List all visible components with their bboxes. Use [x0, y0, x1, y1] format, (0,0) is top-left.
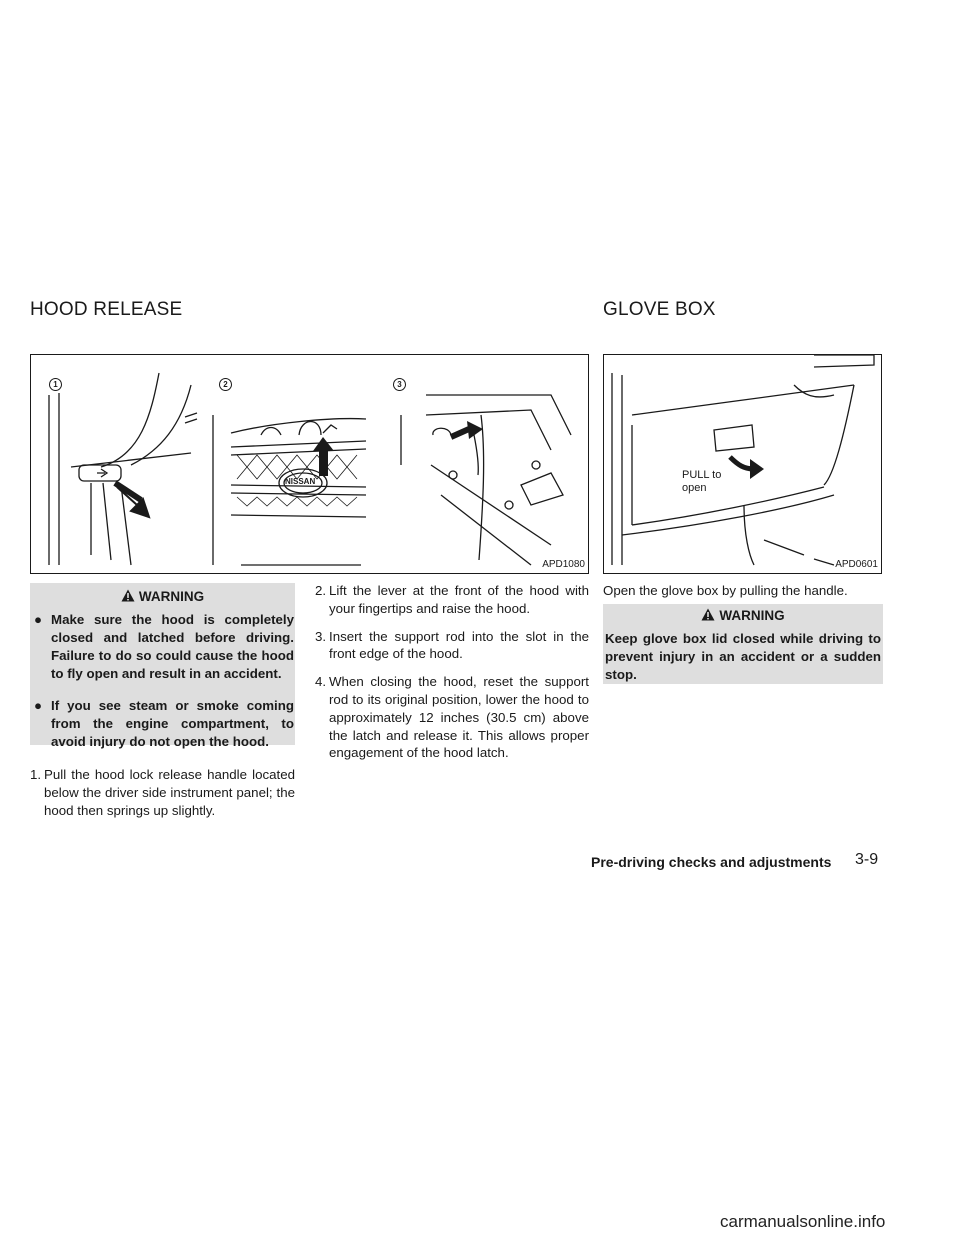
glove-box-intro: Open the glove box by pulling the handle.: [603, 583, 848, 598]
hood-warning-title: WARNING: [30, 583, 295, 607]
glove-warning-title: WARNING: [603, 604, 883, 626]
glove-box-figure: [603, 354, 882, 574]
glove-box-heading: GLOVE BOX: [603, 299, 716, 320]
glove-box-warning-box: [603, 604, 883, 684]
hood-warning-box: [30, 583, 295, 749]
hood-release-illustration: [31, 355, 588, 573]
hood-release-heading: HOOD RELEASE: [30, 299, 183, 320]
hood-step-2: 2. Lift the lever at the front of the hood with your fingertips and raise the hood.: [315, 583, 589, 616]
site-watermark-link[interactable]: carmanualsonline.info: [720, 1212, 886, 1231]
callout-3: 3: [393, 377, 406, 391]
warning-triangle-icon: [701, 608, 715, 624]
hood-warning-item-2: ● If you see steam or smoke coming from the engine compartment, to avoid injury do not open the hood.: [34, 698, 294, 749]
glove-warning-text: Keep glove box lid closed while driving to prevent injury in an accident or a sudden stop.: [605, 631, 881, 682]
hood-step-3: 3. Insert the support rod into the slot in the front edge of the hood.: [315, 628, 589, 662]
hood-step-4: 4. When closing the hood, reset the support rod to its original position, lower the hood to approximately 12 inches (30.5 cm) above the latch and release it. This allows proper engagement of the hood latch.: [315, 674, 589, 761]
section-footer-title: Pre-driving checks and adjustments: [591, 854, 832, 870]
callout-1: 1: [49, 377, 62, 391]
callout-2: 2: [219, 377, 232, 391]
warning-triangle-icon: [121, 589, 135, 605]
figure-code-apd0601: APD0601: [835, 559, 878, 570]
hood-warning-item-1: ● Make sure the hood is completely closed and latched before driving. Failure to do so could cause the hood to fly open and result in an accident.: [34, 612, 294, 681]
hood-step-1: 1. Pull the hood lock release handle located below the driver side instrument panel; the hood then springs up slightly.: [30, 767, 295, 818]
figure-code-apd1080: APD1080: [542, 559, 585, 570]
hood-steps-list: [315, 582, 589, 772]
glove-box-illustration: [604, 355, 881, 573]
page-number: 3-9: [855, 851, 879, 868]
nissan-badge-text: NISSAN: [285, 477, 316, 486]
pull-to-open-label: PULL to open: [682, 469, 722, 494]
hood-release-figure: [30, 354, 589, 574]
